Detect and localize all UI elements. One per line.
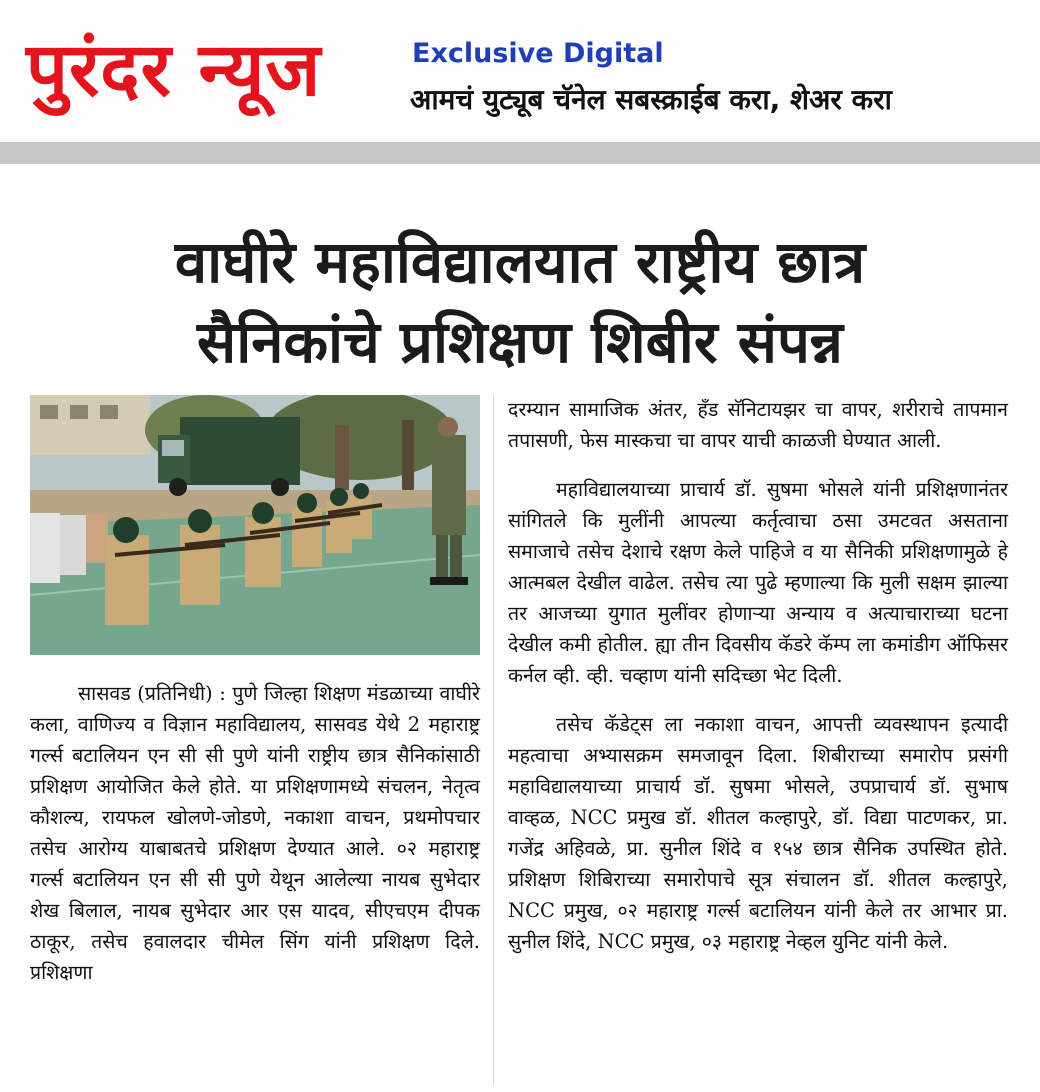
article-column-right xyxy=(508,394,1008,975)
ncc-cadets-training-photo xyxy=(30,395,480,655)
article-photo xyxy=(30,395,480,655)
newspaper-logo: पुरंदर न्यूज xyxy=(26,27,322,113)
article-paragraph: सासवड (प्रतिनिधी) : पुणे जिल्हा शिक्षण मंडळाच्या वाघीरे कला, वाणिज्य व विज्ञान महाविद्यालय, सासवड येथे 2 महाराष्ट्र गर्ल्स बटालियन एन सी सी पुणे यांनी राष्ट्रीय छात्र सैनिकांसाठी प्रशिक्षण आयोजित केले होते. या प्रशिक्षणामध्ये संचलन, नेतृत्व कौशल्य, रायफल खोलणे-जोडणे, नकाशा वाचन, प्रथमोपचार तसेच आरोग्य याबाबतचे प्रशिक्षण देण्यात आले. ०२ महाराष्ट्र गर्ल्स बटालियन एन सी सी पुणे येथून आलेल्या नायब सुभेदार शेख बिलाल, नायब सुभेदार आर एस यादव, सीएचएम दीपक ठाकूर, तसेच हवालदार चीमेल सिंग यांनी प्रशिक्षण दिले. प्रशिक्षणा xyxy=(30,682,480,984)
article-paragraph: तसेच कॅडेट्स ला नकाशा वाचन, आपत्ती व्यवस्थापन इत्यादी महत्वाचा अभ्यासक्रम समजावून दिला. शिबीराच्या समारोप प्रसंगी महाविद्यालयाच्या प्राचार्य डॉ. सुषमा भोसले, उपप्राचार्य डॉ. सुभाष वाव्हळ, NCC प्रमुख डॉ. शीतल कल्हापुरे, डॉ. विद्या पाटणकर, प्रा. गजेंद्र अहिवळे, प्रा. सुनील शिंदे व १५४ छात्र सैनिक उपस्थित होते. प्रशिक्षण शिबिराच्या समारोपाचे सूत्र संचालन डॉ. शीतल कल्हापुरे, NCC प्रमुख, ०२ महाराष्ट्र गर्ल्स बटालियन यांनी केले तर आभार प्रा. सुनील शिंदे, NCC प्रमुख, ०३ महाराष्ट्र नेव्हल युनिट यांनी केले. xyxy=(508,713,1008,953)
masthead xyxy=(0,0,1040,142)
article-paragraph: दरम्यान सामाजिक अंतर, हँड सॅनिटायझर चा वापर, शरीराचे तापमान तपासणी, फेस मास्कचा चा वापर याची काळजी घेण्यात आली. xyxy=(508,398,1008,452)
headline-line-1: वाघीरे महाविद्यालयात राष्ट्रीय छात्र xyxy=(174,228,866,296)
header-divider-band xyxy=(0,142,1040,164)
tagline-exclusive: Exclusive Digital xyxy=(412,38,664,69)
article-paragraph: महाविद्यालयाच्या प्राचार्य डॉ. सुषमा भोसले यांनी प्रशिक्षणानंतर सांगितले कि मुलींनी आपल्या कर्तृत्वाचा ठसा उमटवत असताना समाजाचे तसेच देशाचे रक्षण केले पाहिजे व या सैनिकी प्रशिक्षणामुळे हे आत्मबल देखील वाढेल. तसेच त्या पुढे म्हणाल्या कि मुली सक्षम झाल्या तर आजच्या युगात मुलींवर होणाऱ्या अन्याय व अत्याचाराच्या घटना देखील कमी होतील. ह्या तीन दिवसीय कॅडरे कॅम्प ला कमांडीग ऑफिसर कर्नल व्ही. व्ही. चव्हाण यांनी सदिच्छा भेट दिली. xyxy=(508,478,1008,687)
column-divider xyxy=(493,395,494,1085)
article-headline xyxy=(0,222,1040,382)
article-column-left xyxy=(30,678,480,1006)
tagline-subscribe: आमचं युट्यूब चॅनेल सबस्क्राईब करा, शेअर करा xyxy=(410,83,892,116)
headline-line-2: सैनिकांचे प्रशिक्षण शिबीर संपन्न xyxy=(197,308,843,376)
